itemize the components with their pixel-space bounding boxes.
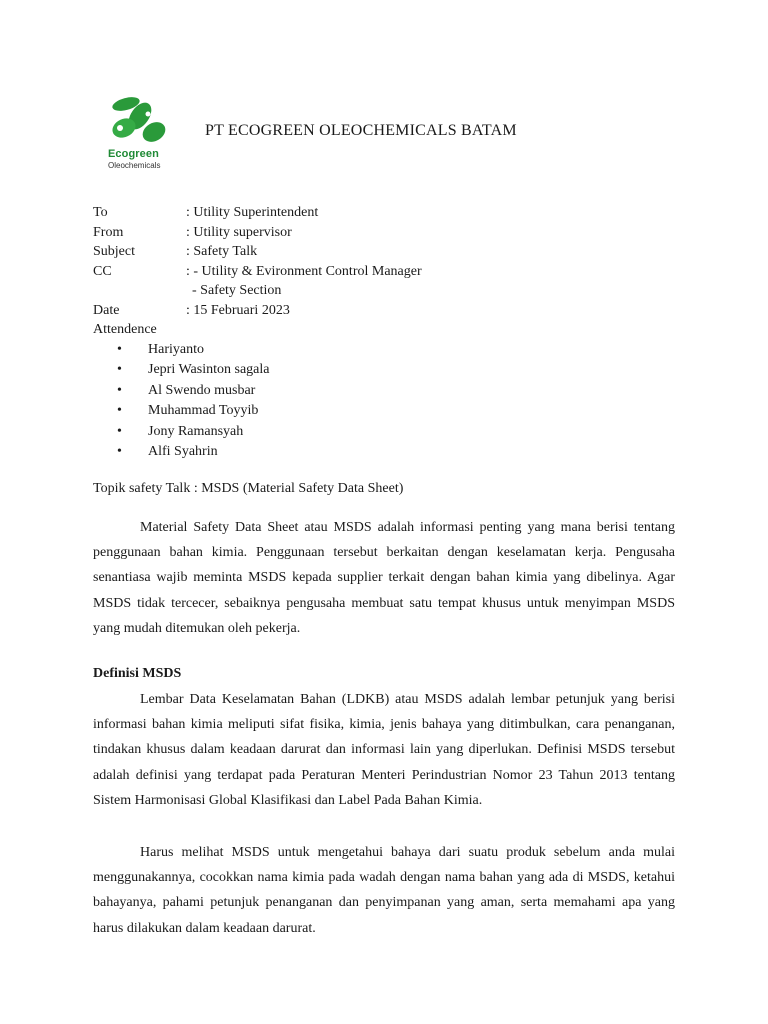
attendee-item: • Alfi Syahrin [93, 442, 422, 463]
logo-name: Ecogreen [108, 148, 159, 160]
company-title: PT ECOGREEN OLEOCHEMICALS BATAM [205, 122, 517, 139]
section-heading: Definisi MSDS [93, 666, 182, 681]
cc-value-1: : - Utility & Evironment Control Manager [186, 263, 422, 279]
logo-subtitle: Oleochemicals [108, 161, 161, 170]
subject-value: : Safety Talk [186, 244, 258, 259]
cc-label: CC [93, 263, 112, 279]
to-label: To [93, 205, 108, 220]
safety-talk-topic: Topik safety Talk : MSDS (Material Safety Data Sheet) [93, 481, 404, 496]
cc-value-2: - Safety Section [192, 283, 282, 298]
memo-row-cc [93, 262, 422, 282]
from-label: From [93, 224, 124, 240]
memo-row-to [93, 203, 422, 223]
date-value: : 15 Februari 2023 [186, 302, 290, 318]
guidance-paragraph: Harus melihat MSDS untuk mengetahui bahaya dari suatu produk sebelum anda mulai menggunakannya, cocokkan nama kimia pada wadah dengan nama bahan yang ada di MSDS, ketahui bahayanya, pahami petunjuk penanganan dan penyimpanan yang aman, serta memahami apa yang harus dilakukan dalam keadaan darurat. [93, 845, 675, 936]
subject-label: Subject [93, 244, 135, 259]
date-label: Date [93, 302, 120, 318]
attendee-item: • Muhammad Toyyib [93, 401, 422, 422]
attendee-list [93, 340, 422, 463]
attendee-item: • Al Swendo musbar [93, 381, 422, 402]
ecogreen-leaf-icon [104, 94, 176, 148]
company-logo [104, 94, 176, 174]
memo-row-from [93, 223, 422, 243]
memo-row-subject [93, 242, 422, 262]
intro-paragraph: Material Safety Data Sheet atau MSDS adalah informasi penting yang mana berisi tentang penggunaan bahan kimia. Penggunaan tersebut berkaitan dengan keselamatan kerja. Pengusaha senantiasa wajib meminta MSDS kepada supplier terkait dengan bahan kimia yang dibelinya. Agar MSDS tidak tercecer, sebaiknya pengusaha membuat satu tempat khusus untuk menyimpan MSDS yang mudah ditemukan oleh pekerja. [93, 520, 675, 636]
memo-header [93, 203, 422, 463]
memo-row-date [93, 301, 422, 321]
definition-paragraph: Lembar Data Keselamatan Bahan (LDKB) atau MSDS adalah lembar petunjuk yang berisi informasi bahan kimia meliputi sifat fisika, kimia, jenis bahaya yang ditimbulkan, cara penanganan, tindakan khusus dalam keadaan darurat dan informasi lain yang diperlukan. Definisi MSDS tersebut adalah definisi yang terdapat pada Peraturan Menteri Perindustrian Nomor 23 Tahun 2013 tentang Sistem Harmonisasi Global Klasifikasi dan Label Pada Bahan Kimia. [93, 692, 675, 808]
to-value: : Utility Superintendent [186, 205, 319, 220]
attendence-label: Attendence [93, 322, 157, 337]
attendee-item: • Jepri Wasinton sagala [93, 360, 422, 381]
attendee-item: • Hariyanto [93, 340, 422, 361]
attendee-item: • Jony Ramansyah [93, 422, 422, 443]
from-value: : Utility supervisor [186, 224, 292, 240]
